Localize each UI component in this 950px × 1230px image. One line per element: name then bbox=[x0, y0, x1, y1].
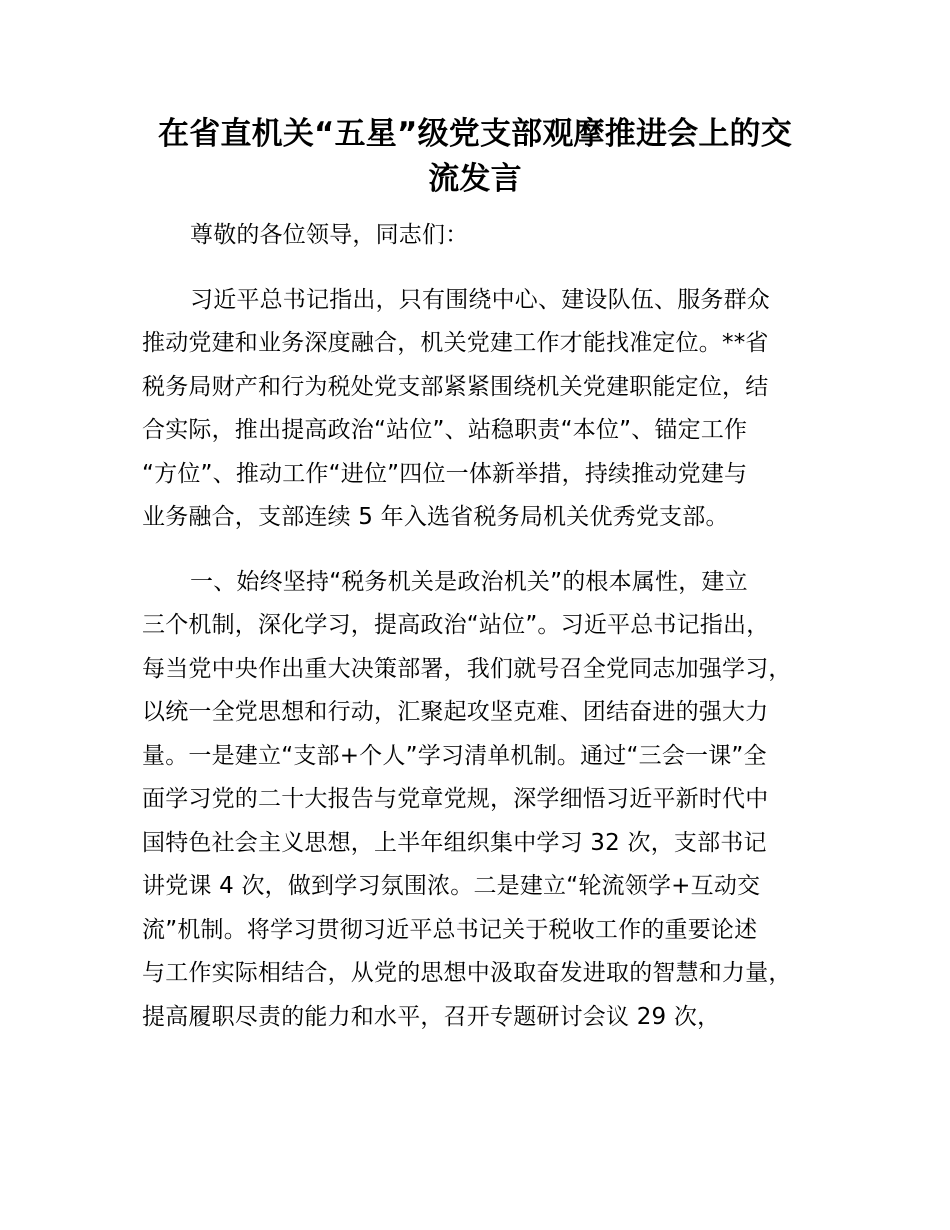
paragraph-2-line: 国特色社会主义思想，上半年组织集中学习 32 次，支部书记 bbox=[142, 829, 767, 856]
paragraph-1-line: 习近平总书记指出，只有围绕中心、建设队伍、服务群众 bbox=[190, 286, 770, 313]
title-line-2: 流发言 bbox=[428, 161, 522, 197]
paragraph-gap bbox=[142, 540, 832, 561]
document-title bbox=[0, 112, 950, 202]
paragraph-1-line: 税务局财产和行为税处党支部紧紧围绕机关党建职能定位，结 bbox=[142, 373, 769, 400]
paragraph-gap bbox=[142, 258, 832, 279]
paragraph-1-line: 业务融合，支部连续 5 年入选省税务局机关优秀党支部。 bbox=[142, 504, 729, 530]
document-body bbox=[142, 214, 832, 1039]
paragraph-1-line: 合实际，推出提高政治“站位”、站稳职责“本位”、锚定工作 bbox=[142, 417, 748, 443]
paragraph-2-line: 以统一全党思想和行动，汇聚起攻坚克难、团结奋进的强大力 bbox=[142, 699, 769, 725]
paragraph-1-line: 推动党建和业务深度融合，机关党建工作才能找准定位。**省 bbox=[142, 330, 769, 356]
salutation: 尊敬的各位领导，同志们： bbox=[190, 222, 469, 248]
paragraph-2-line: 提高履职尽责的能力和水平，召开专题研讨会议 29 次， bbox=[142, 1003, 721, 1030]
paragraph-2-line: 每当党中央作出重大决策部署，我们就号召全党同志加强学习， bbox=[142, 655, 792, 682]
paragraph-1-line: “方位”、推动工作“进位”四位一体新举措，持续推动党建与 bbox=[142, 460, 748, 487]
paragraph-2 bbox=[142, 561, 832, 1040]
paragraph-2-line: 量。一是建立“支部+个人”学习清单机制。通过“三会一课”全 bbox=[142, 742, 767, 769]
paragraph-2-line: 一、始终坚持“税务机关是政治机关”的根本属性，建立 bbox=[190, 568, 748, 595]
title-line-1: 在省直机关“五星”级党支部观摩推进会上的交 bbox=[158, 116, 792, 152]
paragraph-2-line: 与工作实际相结合，从党的思想中汲取奋发进取的智慧和力量， bbox=[142, 960, 792, 986]
paragraph-2-line: 面学习党的二十大报告与党章党规，深学细悟习近平新时代中 bbox=[142, 786, 769, 812]
paragraph-2-line: 流”机制。将学习贯彻习近平总书记关于税收工作的重要论述 bbox=[142, 916, 758, 943]
paragraph-1 bbox=[142, 279, 832, 540]
paragraph-2-line: 三个机制，深化学习，提高政治“站位”。习近平总书记指出， bbox=[142, 612, 770, 638]
paragraph-2-line: 讲党课 4 次，做到学习氛围浓。二是建立“轮流领学+互动交 bbox=[142, 873, 761, 899]
